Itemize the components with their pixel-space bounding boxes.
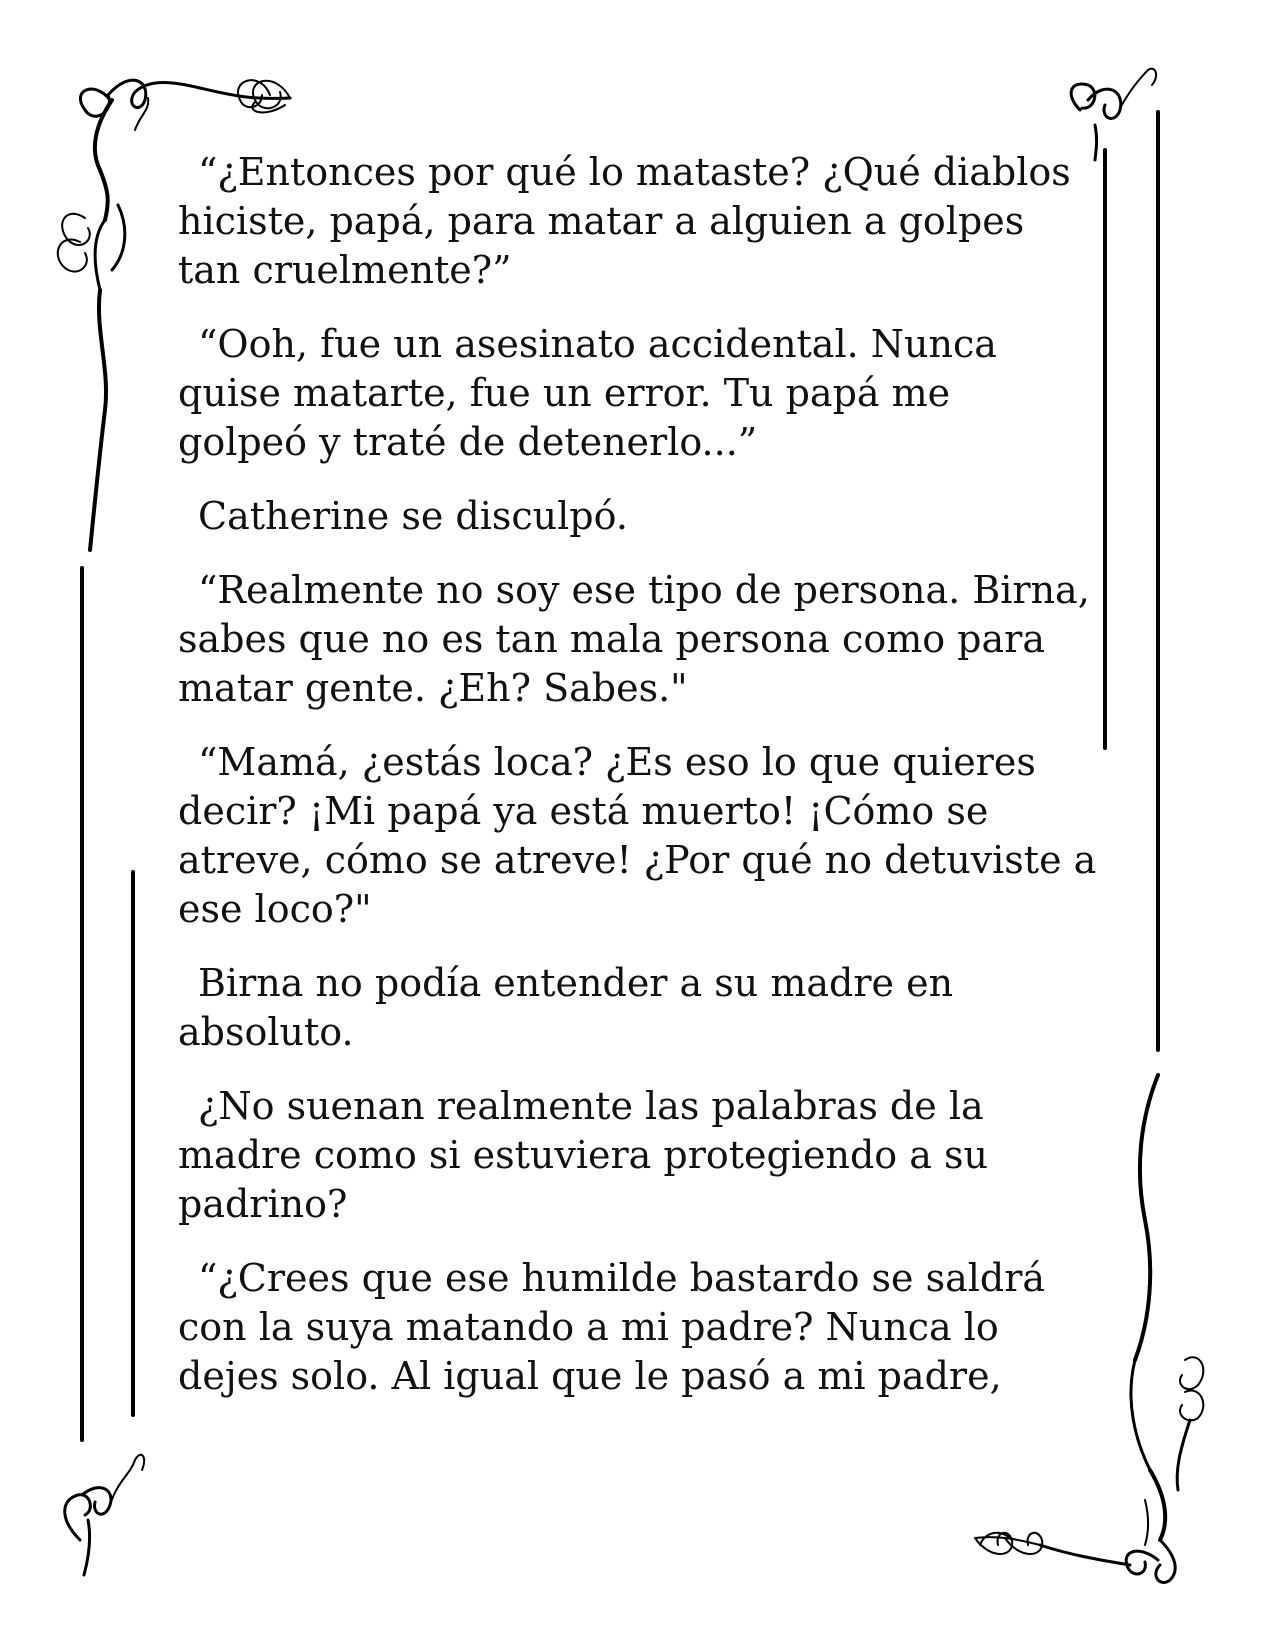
- text-line: decir? ¡Mi papá ya está muerto! ¡Cómo se: [178, 789, 989, 833]
- text-line: matar gente. ¿Eh? Sabes.": [178, 666, 688, 710]
- text-line: tan cruelmente?”: [178, 248, 512, 292]
- paragraph: [178, 492, 1098, 541]
- text-line: con la suya matando a mi padre? Nunca lo: [178, 1305, 999, 1349]
- paragraph: [178, 738, 1098, 934]
- text-line: ¿No suenan realmente las palabras de la: [198, 1084, 984, 1128]
- text-line: sabes que no es tan mala persona como para: [178, 617, 1045, 661]
- paragraph: [178, 1254, 1098, 1401]
- text-line: madre como si estuviera protegiendo a su: [178, 1133, 988, 1177]
- text-line: “Ooh, fue un asesinato accidental. Nunca: [198, 322, 997, 366]
- text-line: absoluto.: [178, 1010, 354, 1054]
- text-line: padrino?: [178, 1182, 348, 1226]
- top-right-flourish: [1071, 69, 1156, 160]
- bottom-left-flourish: [65, 1455, 144, 1575]
- text-line: “Mamá, ¿estás loca? ¿Es eso lo que quieres: [198, 740, 1036, 784]
- text-line: “¿Entonces por qué lo mataste? ¿Qué diablos: [198, 150, 1071, 194]
- text-line: Birna no podía entender a su madre en: [198, 961, 954, 1005]
- paragraph: [178, 1082, 1098, 1229]
- text-line: quise matarte, fue un error. Tu papá me: [178, 371, 951, 415]
- paragraph: [178, 959, 1098, 1057]
- text-line: dejes solo. Al igual que le pasó a mi padre,: [178, 1354, 1002, 1398]
- text-line: golpeó y traté de detenerlo...”: [178, 420, 758, 464]
- text-line: “Realmente no soy ese tipo de persona. Birna,: [198, 568, 1090, 612]
- text-line: ese loco?": [178, 887, 372, 931]
- text-line: atreve, cómo se atreve! ¿Por qué no detuviste a: [178, 838, 1097, 882]
- paragraph: [178, 320, 1098, 467]
- text-line: hiciste, papá, para matar a alguien a golpes: [178, 199, 1025, 243]
- story-text: [178, 148, 1098, 1426]
- paragraph: [178, 566, 1098, 713]
- paragraph: [178, 148, 1098, 295]
- text-line: Catherine se disculpó.: [198, 494, 628, 538]
- text-line: “¿Crees que ese humilde bastardo se saldrá: [198, 1256, 1046, 1300]
